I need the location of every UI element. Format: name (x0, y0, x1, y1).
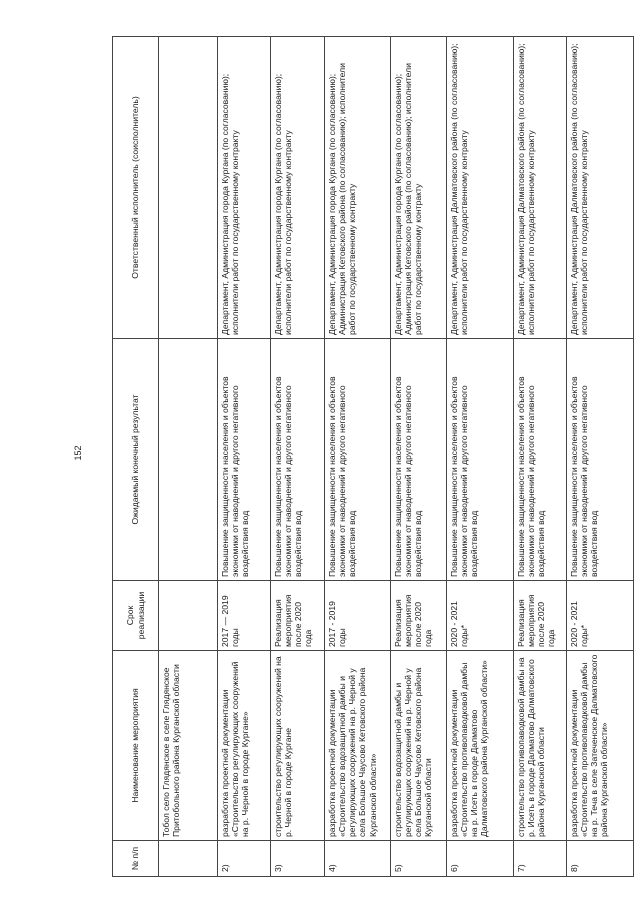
row-term: 2020 - 2021 годы* (447, 581, 514, 651)
row-executor: Департамент, Администрация города Кургана (по согласованию); исполнители работ по государственному контракту (271, 37, 325, 339)
table-row (271, 37, 325, 877)
table-row (514, 37, 567, 877)
row-num: 6) (447, 841, 514, 877)
row-name: строительство противопаводковой дамбы на р. Исеть в городе Далматово Далматовского района Курганской области (514, 651, 567, 841)
row-name: строительство регулирующих сооружений на р. Черной в городе Кургане (271, 651, 325, 841)
row-result: Повышение защищенности населения и объектов экономики от наводнений и другого негативного воздействия вод (218, 339, 271, 581)
row-executor: Департамент, Администрация города Кургана (по согласованию); исполнители работ по государственному контракту (218, 37, 271, 339)
row-executor: Департамент, Администрация города Кургана (по согласованию); Администрация Кетовского района (по согласованию); исполнители работ по государственному контракту (325, 37, 391, 339)
row-term (159, 581, 218, 651)
row-result: Повышение защищенности населения и объектов экономики от наводнений и другого негативного воздействия вод (447, 339, 514, 581)
row-name: разработка проектной документации «Строительство водозащитной дамбы и регулирующих сооружений на р. Черной у села Большое Чаусово Кетовского района Курганской области» (325, 651, 391, 841)
header-name: Наименование мероприятия (113, 651, 159, 841)
table-row (325, 37, 391, 877)
row-num: 7) (514, 841, 567, 877)
row-num: 2) (218, 841, 271, 877)
row-term: 2017 — 2019 годы (218, 581, 271, 651)
header-executor: Ответственный исполнитель (соисполнитель) (113, 37, 159, 339)
row-name: Тобол село Глядянское в селе Глядянское Притобольного района Курганской области (159, 651, 218, 841)
page-number: 152 (73, 445, 83, 461)
row-result: Повышение защищенности населения и объектов экономики от наводнений и другого негативного воздействия вод (514, 339, 567, 581)
header-result: Ожидаемый конечный результат (113, 339, 159, 581)
row-executor (159, 37, 218, 339)
row-term: 2017 - 2019 годы (325, 581, 391, 651)
row-executor: Департамент, Администрация Далматовского района (по согласованию); исполнители работ по государственному контракту (567, 37, 634, 339)
table-row (447, 37, 514, 877)
row-result: Повышение защищенности населения и объектов экономики от наводнений и другого негативного воздействия вод (271, 339, 325, 581)
rotated-page (112, 37, 610, 877)
table-row (159, 37, 218, 877)
table-row (218, 37, 271, 877)
row-term: Реализация мероприятия после 2020 года (391, 581, 447, 651)
row-result: Повышение защищенности населения и объектов экономики от наводнений и другого негативного воздействия вод (325, 339, 391, 581)
row-term: Реализация мероприятия после 2020 года (271, 581, 325, 651)
table-row (391, 37, 447, 877)
header-num: № п/п (113, 841, 159, 877)
row-executor: Департамент, Администрация Далматовского района (по согласованию); исполнители работ по государственному контракту (447, 37, 514, 339)
row-num: 8) (567, 841, 634, 877)
row-term: 2020 - 2021 годы* (567, 581, 634, 651)
row-num: 5) (391, 841, 447, 877)
measures-table (112, 36, 634, 877)
row-num: 4) (325, 841, 391, 877)
header-term: Срок реализации (113, 581, 159, 651)
row-executor: Департамент, Администрация города Кургана (по согласованию); Администрация Кетовского района (по согласованию); исполнители работ по государственному контракту (391, 37, 447, 339)
row-result (159, 339, 218, 581)
table-row (567, 37, 634, 877)
row-name: разработка проектной документации «Строительство противопаводковой дамбы на р. Теча в селе Затеченское Далматовского района Курганской области» (567, 651, 634, 841)
row-num (159, 841, 218, 877)
row-num: 3) (271, 841, 325, 877)
row-result: Повышение защищенности населения и объектов экономики от наводнений и другого негативного воздействия вод (567, 339, 634, 581)
row-executor: Департамент, Администрация Далматовского района (по согласованию); исполнители работ по государственному контракту (514, 37, 567, 339)
table-header-row (113, 37, 159, 877)
row-result: Повышение защищенности населения и объектов экономики от наводнений и другого негативного воздействия вод (391, 339, 447, 581)
row-name: строительство водозащитной дамбы и регулирующих сооружений на р. Черной у села Большое Чаусово Кетовского района Курганской области (391, 651, 447, 841)
row-name: разработка проектной документации «Строительство регулирующих сооружений на р. Черной в городе Кургане» (218, 651, 271, 841)
row-name: разработка проектной документации «Строительство противопаводковой дамбы на р. Исеть в городе Далматово Далматовского района Курганской области» (447, 651, 514, 841)
row-term: Реализация мероприятия после 2020 года (514, 581, 567, 651)
